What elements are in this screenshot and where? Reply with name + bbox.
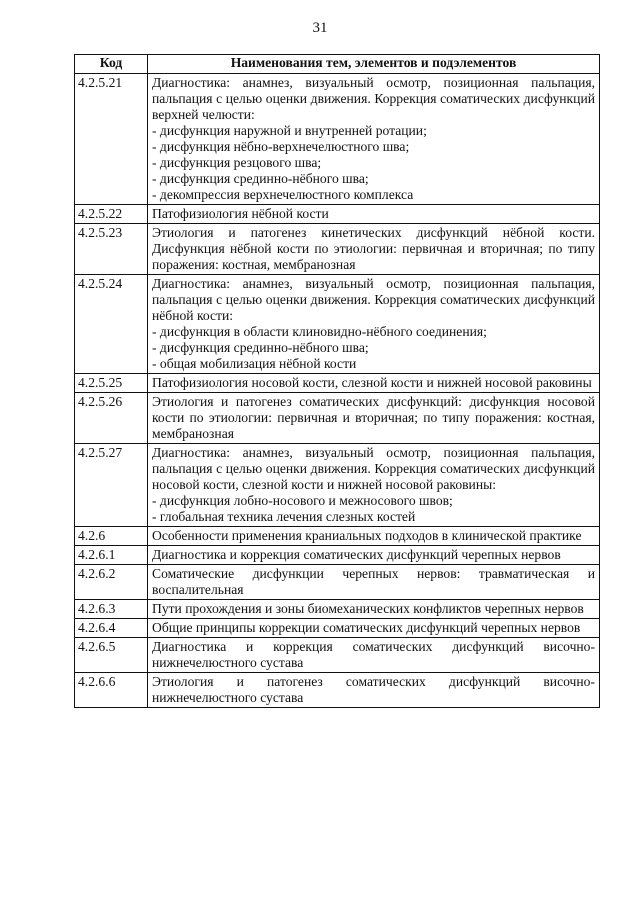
sub-item: - общая мобилизация нёбной кости: [152, 356, 357, 371]
topic-text: Диагностика: анамнез, визуальный осмотр, позиционная пальпация, пальпация с целью оценки движения. Коррекция соматических дисфункций носовой кости, слезной кости и нижней носовой раковины:: [152, 445, 595, 492]
row-code: 4.2.5.27: [75, 444, 148, 527]
sub-item: - дисфункция нёбно-верхнечелюстного шва;: [152, 139, 410, 154]
table-row: [75, 619, 600, 638]
table-row: [75, 527, 600, 546]
table-row: [75, 393, 600, 444]
topic-text: Патофизиология носовой кости, слезной кости и нижней носовой раковины: [152, 375, 592, 390]
row-title: [148, 444, 600, 527]
topic-text: Диагностика: анамнез, визуальный осмотр, позиционная пальпация, пальпация с целью оценки движения. Коррекция соматических дисфункций нёбной кости:: [152, 276, 595, 323]
row-code: 4.2.6.1: [75, 546, 148, 565]
topic-text: Диагностика и коррекция соматических дисфункций черепных нервов: [152, 547, 561, 562]
row-title: [148, 619, 600, 638]
topic-text: Пути прохождения и зоны биомеханических конфликтов черепных нервов: [152, 601, 584, 616]
sub-item: - дисфункция срединно-нёбного шва;: [152, 340, 369, 355]
header-name: Наименования тем, элементов и подэлементов: [148, 55, 600, 74]
row-title: [148, 600, 600, 619]
row-code: 4.2.5.23: [75, 224, 148, 275]
row-title: [148, 275, 600, 374]
topic-text: Соматические дисфункции черепных нервов: травматическая и воспалительная: [152, 566, 595, 597]
table-row: [75, 205, 600, 224]
sub-item: - декомпрессия верхнечелюстного комплекса: [152, 187, 414, 202]
table-row: [75, 546, 600, 565]
table-row: [75, 673, 600, 708]
row-code: 4.2.6.5: [75, 638, 148, 673]
row-code: 4.2.6.4: [75, 619, 148, 638]
row-code: 4.2.6.2: [75, 565, 148, 600]
row-title: [148, 673, 600, 708]
table-row: [75, 224, 600, 275]
sub-item: - дисфункция резцового шва;: [152, 155, 322, 170]
table-row: [75, 444, 600, 527]
table-row: [75, 374, 600, 393]
table-row: [75, 638, 600, 673]
topic-text: Общие принципы коррекции соматических дисфункций черепных нервов: [152, 620, 581, 635]
table-body: [75, 74, 600, 708]
row-code: 4.2.6: [75, 527, 148, 546]
topic-text: Диагностика: анамнез, визуальный осмотр, позиционная пальпация, пальпация с целью оценки движения. Коррекция соматических дисфункций верхней челюсти:: [152, 75, 595, 122]
sub-item: - дисфункция срединно-нёбного шва;: [152, 171, 369, 186]
row-title: [148, 374, 600, 393]
row-code: 4.2.6.6: [75, 673, 148, 708]
row-code: 4.2.5.25: [75, 374, 148, 393]
row-title: [148, 393, 600, 444]
table-header-row: [75, 55, 600, 74]
row-title: [148, 546, 600, 565]
row-title: [148, 74, 600, 205]
topic-text: Патофизиология нёбной кости: [152, 206, 329, 221]
table-row: [75, 600, 600, 619]
sub-item: - дисфункция в области клиновидно-нёбного соединения;: [152, 324, 487, 339]
topic-text: Диагностика и коррекция соматических дисфункций височно-нижнечелюстного сустава: [152, 639, 595, 670]
sub-item: - дисфункция лобно-носового и межносового швов;: [152, 493, 453, 508]
row-title: [148, 527, 600, 546]
topic-text: Особенности применения краниальных подходов в клинической практике: [152, 528, 582, 543]
table-row: [75, 565, 600, 600]
row-code: 4.2.5.22: [75, 205, 148, 224]
row-code: 4.2.5.24: [75, 275, 148, 374]
row-title: [148, 205, 600, 224]
row-code: 4.2.5.21: [75, 74, 148, 205]
curriculum-table: [74, 54, 600, 708]
table-row: [75, 275, 600, 374]
topic-text: Этиология и патогенез кинетических дисфункций нёбной кости. Дисфункция нёбной кости по этиологии: первичная и вторичная; по типу поражения: костная, мембранозная: [152, 225, 595, 272]
sub-item: - дисфункция наружной и внутренней ротации;: [152, 123, 427, 138]
row-title: [148, 565, 600, 600]
page-number: 31: [312, 20, 328, 36]
sub-item: - глобальная техника лечения слезных костей: [152, 509, 416, 524]
header-code: Код: [75, 55, 148, 74]
row-code: 4.2.5.26: [75, 393, 148, 444]
row-code: 4.2.6.3: [75, 600, 148, 619]
row-title: [148, 224, 600, 275]
topic-text: Этиология и патогенез соматических дисфункций височно-нижнечелюстного сустава: [152, 674, 595, 705]
row-title: [148, 638, 600, 673]
topic-text: Этиология и патогенез соматических дисфункций: дисфункция носовой кости по этиологии: первичная и вторичная; по типу поражения: костная, мембранозная: [152, 394, 595, 441]
table-row: [75, 74, 600, 205]
